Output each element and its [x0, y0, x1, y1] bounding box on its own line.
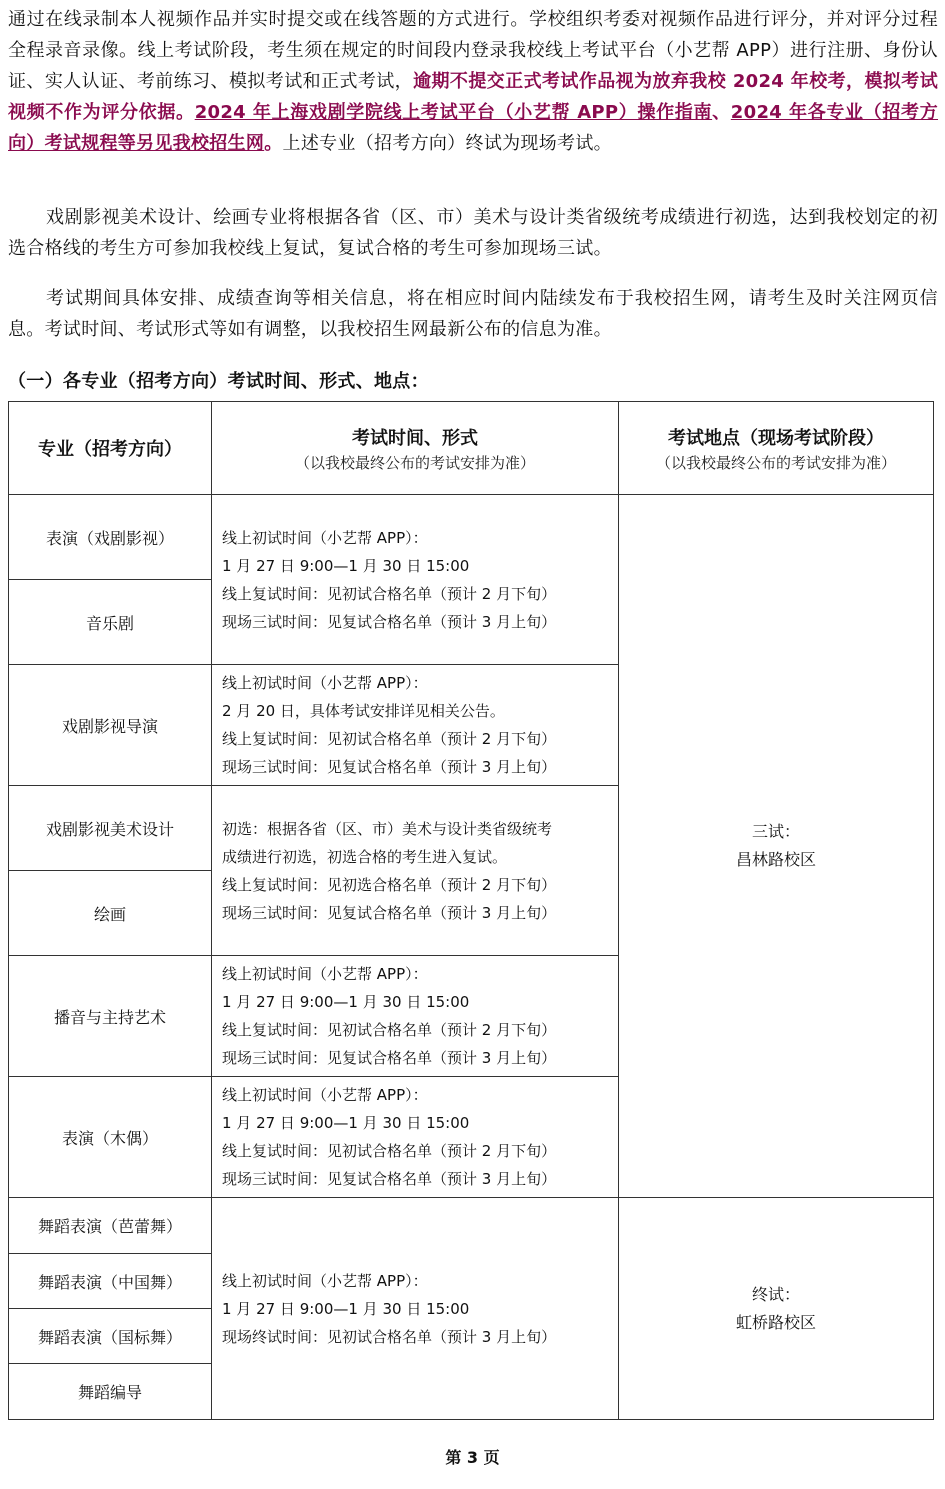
intro-text: 通过在线录制本人视频作品并实时提交或在线答题的方式进行。学校组织考委对视频作品进行评分，并对评分过程全程录音录像。线上考试阶段，考生须在规定的时间段内登录我校线上考试平台（小艺帮 APP）进行注册、身份认证、实人认证、考前练习、模拟考试和正式考试， [8, 9, 938, 92]
major-cell: 舞蹈编导 [9, 1364, 212, 1420]
location-cell: 终试： 虹桥路校区 [619, 1198, 934, 1420]
final-exam-note: 上述专业（招考方向）终试为现场考试。 [282, 133, 612, 154]
major-cell: 戏剧影视美术设计 [9, 786, 212, 871]
table-row [9, 495, 934, 580]
deadline-warning: 逾期不提交正式考试作品视为放弃我校 2024 年校考，模拟考试视频不作为评分依据。 [8, 71, 938, 123]
schedule-cell: 线上初试时间（小艺帮 APP）： 1 月 27 日 9:00—1 月 30 日 15:00 线上复试时间：见初试合格名单（预计 2 月下旬） 现场三试时间：见复试合格名单（预计 3 月上旬） [212, 495, 619, 665]
schedule-cell: 线上初试时间（小艺帮 APP）： 2 月 20 日，具体考试安排详见相关公告。 线上复试时间：见初试合格名单（预计 2 月下旬） 现场三试时间：见复试合格名单（预计 3 月上旬） [212, 665, 619, 786]
major-cell: 播音与主持艺术 [9, 956, 212, 1077]
period-text: 。 [264, 133, 283, 154]
major-cell: 舞蹈表演（芭蕾舞） [9, 1198, 212, 1254]
location-cell: 三试： 昌林路校区 [619, 495, 934, 1198]
exam-schedule-table [8, 401, 934, 1420]
art-selection-paragraph: 戏剧影视美术设计、绘画专业将根据各省（区、市）美术与设计类省级统考成绩进行初选，达到我校划定的初选合格线的考生方可参加我校线上复试，复试合格的考生可参加现场三试。 [8, 207, 938, 259]
major-cell: 绘画 [9, 871, 212, 956]
intro-paragraph [8, 4, 938, 159]
page-number: 第 3 页 [445, 1448, 500, 1467]
platform-guide-link[interactable]: 2024 年上海戏剧学院线上考试平台（小艺帮 APP）操作指南 [194, 102, 713, 123]
table-header-row [9, 402, 934, 495]
exam-rules-link[interactable]: 2024 年各专业（招考方向）考试规程等另见我校招生网 [8, 102, 939, 154]
major-cell: 舞蹈表演（国标舞） [9, 1309, 212, 1364]
schedule-cell: 线上初试时间（小艺帮 APP）： 1 月 27 日 9:00—1 月 30 日 15:00 线上复试时间：见初试合格名单（预计 2 月下旬） 现场三试时间：见复试合格名单（预计 3 月上旬） [212, 1077, 619, 1198]
header-place: 考试地点（现场考试阶段） （以我校最终公布的考试安排为准） [619, 402, 934, 495]
section-title: （一）各专业（招考方向）考试时间、形式、地点： [8, 371, 429, 392]
major-cell: 舞蹈表演（中国舞） [9, 1254, 212, 1309]
schedule-cell: 线上初试时间（小艺帮 APP）： 1 月 27 日 9:00—1 月 30 日 15:00 现场终试时间：见初试合格名单（预计 3 月上旬） [212, 1198, 619, 1420]
schedule-cell: 线上初试时间（小艺帮 APP）： 1 月 27 日 9:00—1 月 30 日 15:00 线上复试时间：见初试合格名单（预计 2 月下旬） 现场三试时间：见复试合格名单（预计 3 月上旬） [212, 956, 619, 1077]
table-row [9, 1198, 934, 1254]
info-paragraph: 考试期间具体安排、成绩查询等相关信息，将在相应时间内陆续发布于我校招生网，请考生及时关注网页信息。考试时间、考试形式等如有调整，以我校招生网最新公布的信息为准。 [8, 288, 938, 340]
schedule-cell: 初选：根据各省（区、市）美术与设计类省级统考 成绩进行初选，初选合格的考生进入复试。 线上复试时间：见初选合格名单（预计 2 月下旬） 现场三试时间：见复试合格名单（预计 3 月上旬） [212, 786, 619, 956]
major-cell: 表演（木偶） [9, 1077, 212, 1198]
separator-text: 、 [712, 102, 731, 123]
header-major: 专业（招考方向） [9, 402, 212, 495]
major-cell: 戏剧影视导演 [9, 665, 212, 786]
major-cell: 表演（戏剧影视） [9, 495, 212, 580]
major-cell: 音乐剧 [9, 580, 212, 665]
header-time: 考试时间、形式 （以我校最终公布的考试安排为准） [212, 402, 619, 495]
